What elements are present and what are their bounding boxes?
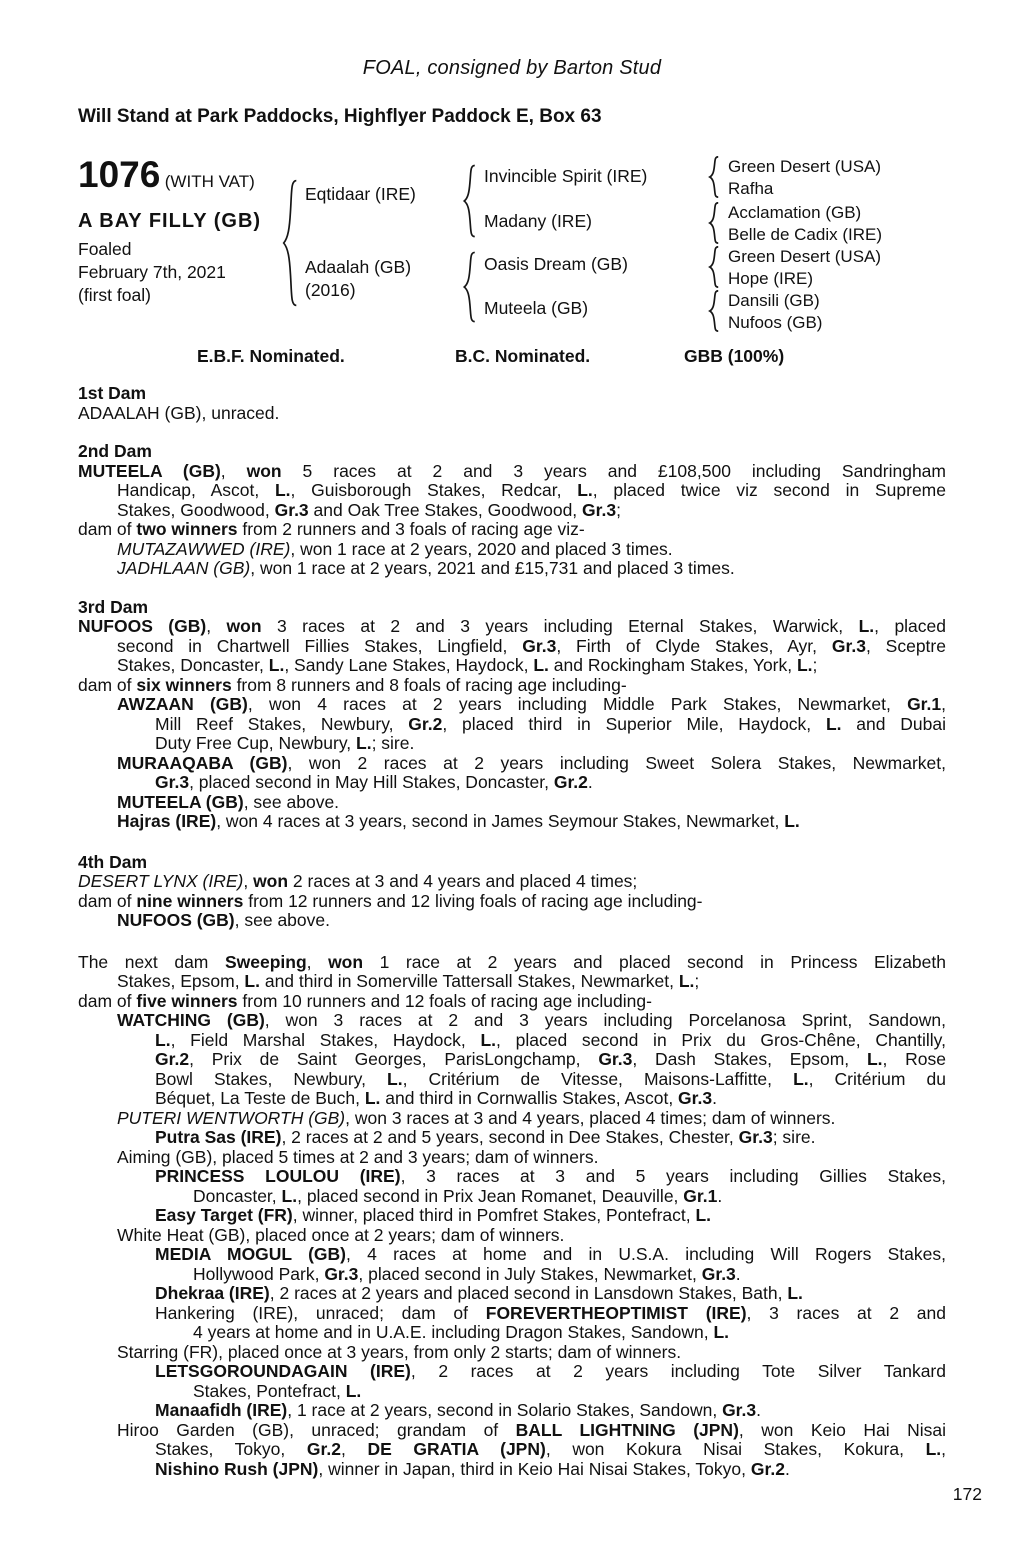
text-segment: two winners bbox=[136, 519, 238, 539]
text-segment: from 2 runners and 3 foals of racing age viz- bbox=[237, 519, 585, 539]
text-segment: . bbox=[717, 1185, 723, 1206]
text-segment: from 12 runners and 12 living foals of racing age including- bbox=[243, 890, 703, 911]
catalog-line bbox=[78, 637, 946, 657]
lot-header bbox=[78, 156, 255, 194]
text-segment: Starring (FR), placed once at 3 years, from only 2 starts; dam of winners. bbox=[117, 1341, 682, 1362]
text-segment: Hollywood Park, bbox=[193, 1263, 325, 1284]
pedigree-brace bbox=[708, 290, 720, 332]
foaled-label: Foaled bbox=[78, 239, 132, 259]
catalog-line bbox=[78, 501, 946, 521]
pedigree-brace bbox=[462, 251, 477, 323]
text-segment: , placed second in May Hill Stakes, Doncaster, bbox=[189, 772, 554, 792]
catalog-line bbox=[78, 1284, 946, 1304]
text-segment: L. bbox=[796, 655, 813, 675]
text-segment: , placed third in Superior Mile, Haydock, bbox=[442, 713, 826, 734]
horse-description: A BAY FILLY (GB) bbox=[78, 210, 262, 232]
foal-note: (first foal) bbox=[78, 285, 151, 305]
text-segment: L. bbox=[345, 1380, 362, 1401]
text-segment: Gr.3 bbox=[738, 1127, 773, 1147]
catalog-line bbox=[78, 1245, 946, 1265]
catalog-line bbox=[78, 1265, 946, 1285]
text-segment: Bowl Stakes, Newbury, bbox=[155, 1068, 388, 1089]
text-segment: , Firth of Clyde Stakes, Ayr, bbox=[556, 635, 832, 656]
text-segment: L. bbox=[784, 811, 800, 831]
dam-dam-dam: Nufoos (GB) bbox=[728, 313, 823, 332]
catalog-line bbox=[78, 953, 946, 973]
catalog-line bbox=[78, 1206, 946, 1226]
text-segment: Gr.3 bbox=[274, 499, 309, 520]
sire-sire-dam: Rafha bbox=[728, 179, 774, 198]
pedigree-section bbox=[78, 853, 946, 931]
text-segment: FOREVERTHEOPTIMIST (IRE) bbox=[485, 1302, 747, 1323]
text-segment: , 2 races at 2 and 5 years, second in Dee Stakes, Chester, bbox=[281, 1127, 739, 1147]
pedigree-section bbox=[78, 442, 946, 579]
text-segment: and Dubai bbox=[841, 713, 946, 734]
text-segment: ADAALAH (GB), unraced. bbox=[78, 402, 280, 423]
catalog-line bbox=[78, 1089, 946, 1109]
text-segment: L. bbox=[695, 1205, 712, 1225]
page-number: 172 bbox=[952, 1484, 982, 1504]
catalog-line bbox=[78, 773, 946, 793]
dam-heading: 1st Dam bbox=[78, 383, 147, 403]
bc-nomination: B.C. Nominated. bbox=[455, 346, 591, 366]
text-segment: , 2 races at 2 years and placed second in Lansdown Stakes, Bath, bbox=[269, 1283, 788, 1303]
dam-year: (2016) bbox=[305, 280, 356, 300]
text-segment: , winner in Japan, third in Keio Hai Nisai Stakes, Tokyo, bbox=[318, 1458, 751, 1479]
text-segment: Easy Target (FR) bbox=[155, 1205, 293, 1225]
text-segment: Sweeping bbox=[224, 951, 307, 972]
text-segment: Duty Free Cup, Newbury, bbox=[155, 733, 356, 753]
catalog-line bbox=[78, 1148, 946, 1168]
catalog-line bbox=[78, 972, 946, 992]
catalog-line bbox=[78, 1304, 946, 1324]
text-segment: L. bbox=[281, 1185, 298, 1206]
text-segment: Dhekraa (IRE) bbox=[155, 1283, 270, 1303]
text-segment: Béquet, La Teste de Buch, bbox=[155, 1088, 365, 1108]
text-segment: PUTERI WENTWORTH (GB) bbox=[117, 1107, 346, 1128]
text-segment: 1 race at 2 years and placed second in Princess Elizabeth bbox=[363, 951, 946, 972]
text-segment: L. bbox=[577, 480, 593, 500]
text-segment: Hajras (IRE) bbox=[117, 811, 217, 831]
text-segment: MEDIA MOGUL (GB) bbox=[155, 1244, 346, 1264]
catalog-line bbox=[78, 1421, 946, 1441]
text-segment: AWZAAN (GB) bbox=[117, 694, 248, 714]
catalog-line bbox=[78, 911, 946, 931]
text-segment: dam of bbox=[78, 674, 137, 695]
text-segment: Gr.3 bbox=[831, 635, 866, 656]
text-segment: Stakes, Epsom, bbox=[117, 971, 245, 991]
text-segment: dam of bbox=[78, 890, 137, 911]
text-segment: , won 3 races at 3 and 4 years, placed 4 times; dam of winners. bbox=[345, 1107, 836, 1128]
text-segment: L. bbox=[678, 971, 695, 991]
text-segment: ; bbox=[694, 971, 700, 991]
text-segment: Nishino Rush (JPN) bbox=[155, 1458, 319, 1479]
text-segment: Gr.2 bbox=[408, 713, 443, 734]
text-segment: Stakes, Pontefract, bbox=[193, 1380, 346, 1401]
catalog-line bbox=[78, 1382, 946, 1402]
text-segment: Gr.2 bbox=[306, 1439, 341, 1459]
text-segment: ; sire. bbox=[772, 1127, 816, 1147]
text-segment: Stakes, Tokyo, bbox=[155, 1439, 307, 1459]
text-segment: , 1 race at 2 years, second in Solario Stakes, Sandown, bbox=[287, 1400, 723, 1420]
text-segment: NUFOOS (GB) bbox=[78, 616, 207, 636]
pedigree-brace bbox=[462, 164, 477, 238]
catalog-line bbox=[78, 656, 946, 676]
pedigree-section bbox=[78, 598, 946, 832]
pedigree-table bbox=[78, 152, 946, 340]
dam-heading: 4th Dam bbox=[78, 851, 148, 872]
text-segment: and Rockingham Stakes, York, bbox=[548, 655, 797, 675]
text-segment: , Sandy Lane Stakes, Haydock, bbox=[284, 655, 534, 675]
stand-location: Will Stand at Park Paddocks, Highflyer Paddock E, Box 63 bbox=[78, 106, 602, 127]
catalog-line bbox=[78, 793, 946, 813]
text-segment: Hiroo Garden (GB), unraced; grandam of bbox=[117, 1419, 516, 1440]
text-segment: 3 races at 2 and 3 years including Eternal Stakes, Warwick, bbox=[261, 616, 859, 636]
catalog-line bbox=[78, 1050, 946, 1070]
catalog-line bbox=[78, 404, 946, 424]
catalog-line bbox=[78, 1460, 946, 1480]
text-segment: L. bbox=[155, 1029, 171, 1050]
text-segment: Putra Sas (IRE) bbox=[155, 1127, 282, 1147]
catalog-line bbox=[78, 1070, 946, 1090]
text-segment: Aiming (GB), placed 5 times at 2 and 3 years; dam of winners. bbox=[117, 1146, 599, 1167]
sire-grandparents bbox=[728, 156, 881, 200]
catalog-line bbox=[78, 1440, 946, 1460]
text-segment: Mill Reef Stakes, Newbury, bbox=[155, 713, 409, 734]
text-segment: WATCHING (GB) bbox=[117, 1010, 265, 1030]
dam-dam-sire: Dansili (GB) bbox=[728, 291, 820, 310]
catalog-line bbox=[78, 1343, 946, 1363]
pedigree-brace bbox=[708, 246, 720, 288]
catalog-line bbox=[78, 715, 946, 735]
sire-sire-sire: Green Desert (USA) bbox=[728, 157, 882, 176]
dam-sire-parents bbox=[728, 246, 881, 290]
text-segment: , bbox=[306, 951, 329, 972]
text-segment: . bbox=[784, 1458, 790, 1479]
text-segment: , Field Marshal Stakes, Haydock, bbox=[170, 1029, 481, 1050]
text-segment: 5 races at 2 and 3 years and £108,500 including Sandringham bbox=[281, 460, 946, 481]
catalog-line bbox=[78, 617, 946, 637]
catalog-line bbox=[78, 1031, 946, 1051]
text-segment: , won 1 race at 2 years, 2021 and £15,731 and placed 3 times. bbox=[250, 558, 735, 578]
text-segment: , 4 races at home and in U.S.A. including Will Rogers Stakes, bbox=[345, 1244, 946, 1264]
catalog-line bbox=[78, 559, 946, 579]
catalog-line bbox=[78, 1011, 946, 1031]
gbb-status: GBB (100%) bbox=[684, 346, 785, 366]
catalog-line bbox=[78, 1323, 946, 1343]
sire-name: Eqtidaar (IRE) bbox=[305, 184, 416, 204]
text-segment: L. bbox=[533, 655, 549, 675]
text-segment: , Rose bbox=[882, 1049, 947, 1069]
text-segment: , see above. bbox=[243, 791, 340, 812]
text-segment: , placed second in Prix du Gros-Chêne, Chantilly, bbox=[496, 1029, 946, 1050]
catalog-line bbox=[78, 462, 946, 482]
catalog-line bbox=[78, 992, 946, 1012]
text-segment: , see above. bbox=[234, 910, 330, 930]
text-segment: , placed second in July Stakes, Newmarket, bbox=[358, 1263, 702, 1284]
text-segment: , bbox=[941, 1439, 946, 1459]
text-segment: dam of bbox=[78, 519, 137, 539]
text-segment: DE GRATIA (JPN) bbox=[367, 1439, 546, 1459]
text-segment: Gr.2 bbox=[750, 1458, 785, 1479]
sire-sire-name: Invincible Spirit (IRE) bbox=[484, 166, 648, 186]
text-segment: , winner, placed third in Pomfret Stakes, Pontefract, bbox=[292, 1205, 696, 1225]
text-segment: Gr.2 bbox=[155, 1049, 190, 1069]
text-segment: , 2 races at 2 years including Tote Silver Tankard bbox=[410, 1361, 946, 1381]
dam-dam-name: Muteela (GB) bbox=[484, 298, 589, 318]
nominations-row bbox=[78, 346, 946, 368]
text-segment: L. bbox=[858, 616, 875, 636]
text-segment: L. bbox=[274, 480, 291, 500]
catalog-line bbox=[78, 1187, 946, 1207]
catalog-line bbox=[78, 892, 946, 912]
text-segment: L. bbox=[787, 1283, 803, 1303]
text-segment: L. bbox=[244, 971, 260, 991]
text-segment: , Critérium du bbox=[808, 1068, 946, 1089]
text-segment: L. bbox=[387, 1068, 403, 1089]
text-segment: , Critérium de Vitesse, Maisons-Laffitte, bbox=[402, 1068, 794, 1089]
catalog-line bbox=[78, 1362, 946, 1382]
text-segment: , 3 races at 3 and 5 years including Gillies Stakes, bbox=[400, 1166, 946, 1186]
text-segment: . bbox=[735, 1263, 741, 1284]
text-segment: MUTEELA (GB) bbox=[117, 791, 244, 812]
text-segment: , bbox=[243, 871, 254, 891]
sire-dam-name: Madany (IRE) bbox=[484, 211, 592, 231]
text-segment: . bbox=[587, 772, 593, 792]
text-segment: Doncaster, bbox=[193, 1185, 282, 1206]
text-segment: DESERT LYNX (IRE) bbox=[78, 871, 244, 891]
catalog-line bbox=[78, 734, 946, 754]
text-segment: , bbox=[340, 1439, 368, 1459]
pedigree-brace bbox=[281, 178, 299, 308]
dam-name-block bbox=[305, 256, 411, 302]
lot-number: 1076 bbox=[78, 154, 161, 195]
text-segment: ; sire. bbox=[371, 733, 415, 753]
text-segment: Gr.3 bbox=[582, 499, 617, 520]
text-segment: and third in Somerville Tattersall Stakes, Newmarket, bbox=[259, 971, 679, 991]
text-segment: 2 races at 3 and 4 years and placed 4 times; bbox=[288, 871, 638, 891]
dam-heading: 3rd Dam bbox=[78, 596, 149, 617]
pedigree-brace bbox=[708, 202, 720, 244]
text-segment: , won Keio Hai Nisai bbox=[738, 1419, 946, 1440]
text-segment: Stakes, Doncaster, bbox=[117, 655, 269, 675]
text-segment: Gr.3 bbox=[722, 1400, 757, 1420]
text-segment: Gr.2 bbox=[553, 772, 588, 792]
text-segment: Gr.3 bbox=[598, 1049, 633, 1069]
text-segment: L. bbox=[713, 1322, 729, 1342]
text-segment: L. bbox=[925, 1439, 942, 1459]
text-segment: ; bbox=[616, 499, 621, 520]
page-title: FOAL, consigned by Barton Stud bbox=[362, 57, 662, 79]
text-segment: Gr.3 bbox=[324, 1263, 359, 1284]
text-segment: Handicap, Ascot, bbox=[117, 480, 275, 500]
text-segment: Stakes, Goodwood, bbox=[117, 499, 275, 520]
catalog-line bbox=[78, 872, 946, 892]
text-segment: won bbox=[226, 616, 262, 636]
text-segment: Gr.3 bbox=[701, 1263, 736, 1284]
text-segment: six winners bbox=[136, 674, 232, 695]
text-segment: L. bbox=[356, 733, 372, 753]
catalog-line bbox=[78, 676, 946, 696]
dam-sire-dam: Hope (IRE) bbox=[728, 269, 814, 288]
text-segment: PRINCESS LOULOU (IRE) bbox=[155, 1166, 401, 1186]
catalog-line bbox=[78, 695, 946, 715]
text-segment: ; bbox=[812, 655, 818, 675]
text-segment: , bbox=[206, 616, 227, 636]
pedigree-section bbox=[78, 953, 946, 1480]
vat-note: (WITH VAT) bbox=[164, 172, 255, 191]
text-segment: . bbox=[712, 1088, 717, 1108]
catalog-line bbox=[78, 812, 946, 832]
foaled-date: February 7th, 2021 bbox=[78, 262, 226, 282]
pedigree-sections bbox=[78, 384, 946, 1479]
text-segment: NUFOOS (GB) bbox=[117, 910, 235, 930]
text-segment: won bbox=[328, 951, 364, 972]
text-segment: , won 4 races at 2 years including Middle Park Stakes, Newmarket, bbox=[247, 694, 908, 714]
dam-heading: 2nd Dam bbox=[78, 441, 152, 461]
sire-dam-parents bbox=[728, 202, 882, 246]
text-segment: won bbox=[246, 460, 282, 481]
catalog-line bbox=[78, 754, 946, 774]
text-segment: MURAAQABA (GB) bbox=[117, 752, 288, 773]
text-segment: L. bbox=[825, 713, 842, 734]
text-segment: Gr.3 bbox=[522, 635, 557, 656]
pedigree-brace bbox=[708, 156, 720, 198]
text-segment: 4 years at home and in U.A.E. including Dragon Stakes, Sandown, bbox=[193, 1322, 714, 1342]
text-segment: nine winners bbox=[136, 890, 244, 911]
text-segment: MUTAZAWWED (IRE) bbox=[117, 538, 291, 559]
text-segment: , won 2 races at 2 years including Sweet Solera Stakes, Newmarket, bbox=[287, 752, 946, 773]
text-segment: , placed second in Prix Jean Romanet, Deauville, bbox=[297, 1185, 684, 1206]
dam-dam-parents bbox=[728, 290, 822, 334]
text-segment: , won 1 race at 2 years, 2020 and placed 3 times. bbox=[290, 538, 673, 559]
text-segment: MUTEELA (GB) bbox=[78, 460, 221, 481]
dam-name: Adaalah (GB) bbox=[305, 257, 412, 277]
text-segment: The next dam bbox=[78, 951, 225, 972]
dam-sire-name: Oasis Dream (GB) bbox=[484, 254, 628, 274]
ebf-nomination: E.B.F. Nominated. bbox=[197, 346, 345, 366]
text-segment: , Prix de Saint Georges, ParisLongchamp, bbox=[189, 1049, 599, 1069]
text-segment: , Sceptre bbox=[865, 635, 946, 656]
catalog-line bbox=[78, 540, 946, 560]
catalog-line bbox=[78, 1109, 946, 1129]
text-segment: Gr.1 bbox=[907, 694, 942, 714]
foaling-details bbox=[78, 238, 226, 307]
text-segment: , Guisborough Stakes, Redcar, bbox=[290, 480, 578, 500]
text-segment: White Heat (GB), placed once at 2 years; dam of winners. bbox=[117, 1224, 565, 1245]
text-segment: Gr.1 bbox=[683, 1185, 718, 1206]
text-segment: L. bbox=[866, 1049, 883, 1069]
text-segment: Gr.3 bbox=[678, 1088, 713, 1108]
text-segment: , won Kokura Nisai Stakes, Kokura, bbox=[545, 1439, 926, 1459]
text-segment: , bbox=[220, 460, 247, 481]
sire-dam-dam: Belle de Cadix (IRE) bbox=[728, 225, 883, 244]
text-segment: , 3 races at 2 and bbox=[746, 1302, 946, 1323]
text-segment: , won 4 races at 3 years, second in James Seymour Stakes, Newmarket, bbox=[216, 811, 785, 831]
text-segment: and third in Cornwallis Stakes, Ascot, bbox=[380, 1088, 679, 1108]
pedigree-section bbox=[78, 384, 946, 423]
text-segment: BALL LIGHTNING (JPN) bbox=[515, 1419, 739, 1440]
text-segment: Hankering (IRE), unraced; dam of bbox=[155, 1302, 486, 1323]
text-segment: Manaafidh (IRE) bbox=[155, 1400, 288, 1420]
text-segment: from 10 runners and 12 foals of racing age including- bbox=[237, 990, 652, 1011]
catalog-line bbox=[78, 1401, 946, 1421]
text-segment: won bbox=[253, 871, 289, 891]
catalog-line bbox=[78, 1167, 946, 1187]
text-segment: dam of bbox=[78, 990, 137, 1011]
text-segment: L. bbox=[793, 1068, 809, 1089]
catalog-line bbox=[78, 1128, 946, 1148]
text-segment: LETSGOROUNDAGAIN (IRE) bbox=[155, 1361, 411, 1381]
text-segment: . bbox=[756, 1400, 761, 1420]
text-segment: Gr.3 bbox=[155, 772, 190, 792]
text-segment: and Oak Tree Stakes, Goodwood, bbox=[308, 499, 583, 520]
text-segment: , placed twice viz second in Supreme bbox=[592, 480, 946, 500]
text-segment: , placed bbox=[874, 616, 947, 636]
text-segment: JADHLAAN (GB) bbox=[117, 558, 251, 578]
catalog-line bbox=[78, 520, 946, 540]
sire-dam-sire: Acclamation (GB) bbox=[728, 203, 862, 222]
text-segment: from 8 runners and 8 foals of racing age including- bbox=[231, 674, 627, 695]
text-segment: second in Chartwell Fillies Stakes, Lingfield, bbox=[117, 635, 523, 656]
text-segment: L. bbox=[268, 655, 285, 675]
text-segment: , bbox=[941, 694, 946, 714]
text-segment: five winners bbox=[136, 990, 238, 1011]
text-segment: L. bbox=[480, 1029, 497, 1050]
catalog-line bbox=[78, 1226, 946, 1246]
text-segment: L. bbox=[364, 1088, 381, 1108]
text-segment: , won 3 races at 2 and 3 years including Porcelanosa Sprint, Sandown, bbox=[264, 1010, 946, 1030]
catalog-line bbox=[78, 481, 946, 501]
text-segment: , Dash Stakes, Epsom, bbox=[632, 1049, 867, 1069]
dam-sire-sire: Green Desert (USA) bbox=[728, 247, 882, 266]
